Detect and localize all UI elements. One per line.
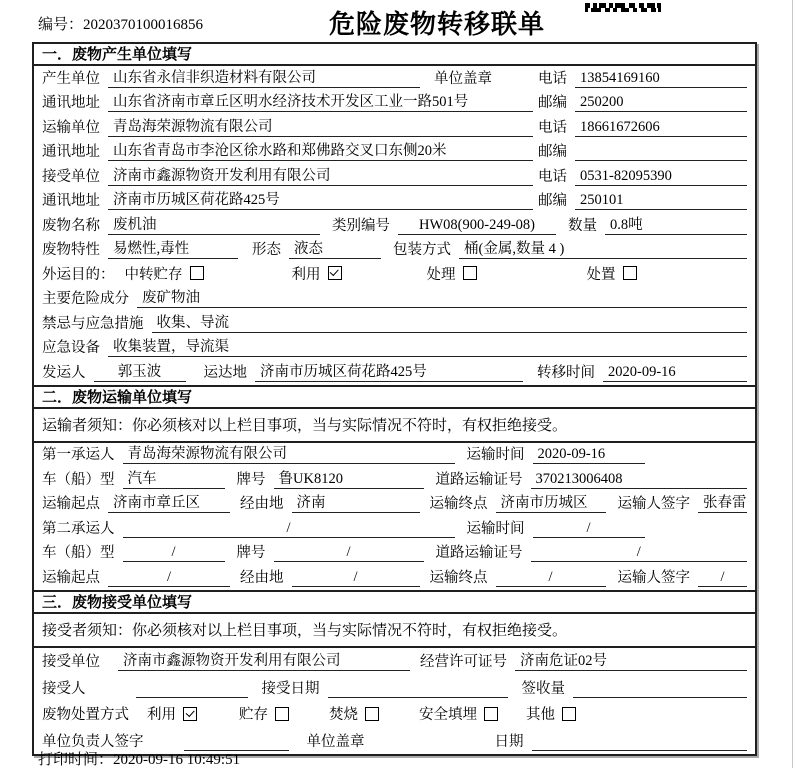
hazard-component-value: 废矿物油	[137, 286, 747, 308]
purpose-option-dispose	[587, 263, 637, 284]
receiver-phone-value: 0531-82095390	[575, 168, 747, 186]
waste-name-label: 废物名称	[42, 217, 100, 234]
qr-code-icon	[585, 0, 661, 10]
transporter-phone-label: 电话	[538, 119, 567, 136]
receiver-address-value: 济南市历城区荷花路425号	[108, 188, 533, 210]
receiver-notice: 接受者须知：你必须核对以上栏目事项，当与实际情况不符时，有权拒绝接受。	[34, 614, 755, 648]
route2-end-label: 运输终点	[429, 569, 488, 586]
route1-end-value: 济南市历城区	[496, 491, 606, 513]
unit-stamp3-label: 单位盖章	[306, 733, 365, 750]
dispose-label: 处置	[586, 266, 616, 283]
receiver-address-label: 通讯地址	[42, 193, 100, 209]
packing-value: 桶(金属,数量 4 )	[459, 237, 747, 259]
print-time-value: 2020-09-16 10:49:51	[113, 752, 241, 768]
waste-quantity-value: 0.8吨	[605, 213, 747, 235]
serial-label: 编号：	[38, 17, 84, 33]
permit1-label: 道路运输证号	[435, 471, 523, 488]
shipper-row	[34, 360, 755, 385]
route2-row	[34, 565, 755, 590]
producer-phone-value: 13854169160	[575, 70, 747, 88]
disposal-utilize-label: 利用	[147, 707, 176, 723]
producer-address-label: 通讯地址	[42, 95, 100, 111]
carrier2-row	[34, 516, 755, 541]
carrier1-time-value: 2020-09-16	[533, 446, 645, 464]
carrier1-label: 第一承运人	[42, 447, 115, 463]
vehicle2-label: 车（船）型	[42, 545, 115, 561]
waste-property-value: 易燃性,毒性	[108, 237, 238, 259]
route1-sign-value: 张春雷	[698, 491, 747, 513]
producer-zip-label: 邮编	[538, 95, 567, 111]
route2-sign-value: /	[698, 569, 747, 587]
vehicle1-label: 车（船）型	[42, 471, 115, 488]
emergency-equipment-label: 应急设备	[42, 340, 100, 356]
received-quantity-value	[573, 680, 747, 698]
producer-phone-label: 电话	[538, 70, 567, 87]
route2-start-value: /	[108, 569, 230, 587]
route1-via-label: 经由地	[240, 496, 284, 512]
manifest-form	[32, 42, 757, 756]
treat-label: 处理	[426, 266, 456, 283]
received-quantity-label: 签收量	[521, 680, 565, 697]
accepting-unit-row	[34, 648, 755, 675]
hazard-component-row	[34, 287, 755, 312]
carrier1-row	[34, 443, 755, 468]
disposal-utilize-checkbox	[183, 707, 197, 721]
purpose-option-treat	[427, 263, 477, 284]
waste-category-label: 类别编号	[332, 217, 390, 234]
route2-end-value: /	[496, 569, 606, 587]
producer-row	[34, 66, 755, 91]
disposal-store-label: 贮存	[239, 707, 268, 723]
purpose-option-transit-storage	[125, 263, 204, 284]
acceptor-label: 接受人	[42, 680, 86, 697]
accepting-unit-label: 接受单位	[42, 654, 100, 670]
transfer-time-label: 转移时间	[537, 364, 595, 381]
acceptor-value	[136, 680, 248, 698]
route2-via-value: /	[292, 569, 420, 587]
disposal-incinerate-checkbox	[365, 707, 379, 721]
transporter-address-value: 山东省青岛市李沧区徐水路和郑佛路交叉口东侧20米	[108, 139, 533, 161]
route1-row	[34, 492, 755, 517]
disposal-landfill-label: 安全填埋	[419, 707, 477, 723]
stamp-date-label: 日期	[494, 733, 524, 750]
carrier2-value: /	[123, 520, 455, 538]
disposal-option-store	[239, 703, 289, 724]
shipper-label: 发运人	[42, 364, 86, 381]
waste-name-value: 废机油	[108, 213, 320, 235]
responsible-signature-label: 单位负责人签字	[42, 733, 144, 750]
permit2-value: /	[531, 544, 748, 562]
plate2-value: /	[274, 544, 424, 562]
plate1-label: 牌号	[236, 471, 266, 488]
disposal-method-row	[34, 701, 755, 728]
receiver-phone-label: 电话	[538, 168, 567, 185]
stamp-date-value	[532, 733, 748, 751]
packing-label: 包装方式	[393, 242, 451, 258]
receiver-value: 济南市鑫源物资开发利用有限公司	[108, 164, 533, 186]
transporter-row	[34, 115, 755, 140]
vehicle2-row	[34, 541, 755, 566]
receiver-zip-value: 250101	[575, 192, 747, 210]
unit-stamp-label: 单位盖章	[434, 70, 492, 87]
carrier2-time-value: /	[533, 520, 645, 538]
emergency-measures-value: 收集、导流	[152, 311, 748, 333]
plate2-label: 牌号	[236, 545, 266, 561]
accept-date-label: 接受日期	[261, 680, 320, 697]
waste-property-label: 废物特性	[42, 242, 100, 258]
route1-end-label: 运输终点	[429, 496, 488, 512]
route1-sign-label: 运输人签字	[617, 496, 690, 512]
disposal-option-utilize	[147, 703, 197, 724]
transporter-value: 青岛海荣源物流有限公司	[108, 115, 533, 137]
disposal-option-other	[526, 703, 576, 724]
vehicle2-value: /	[123, 544, 225, 562]
route2-start-label: 运输起点	[42, 569, 100, 586]
disposal-other-label: 其他	[526, 707, 555, 723]
producer-zip-value: 250200	[575, 94, 747, 112]
acceptor-row	[34, 674, 755, 701]
emergency-equipment-value: 收集装置，导流渠	[108, 335, 747, 357]
page-title: 危险废物转移联单	[328, 10, 545, 39]
accept-date-value	[328, 680, 508, 698]
hazard-component-label: 主要危险成分	[42, 291, 129, 307]
route2-via-label: 经由地	[240, 569, 284, 586]
transporter-address-label: 通讯地址	[42, 144, 100, 160]
carrier1-value: 青岛海荣源物流有限公司	[123, 442, 455, 464]
permit2-label: 道路运输证号	[435, 545, 523, 561]
transit-storage-checkbox	[190, 266, 204, 280]
producer-address-row	[34, 91, 755, 116]
disposal-method-label: 废物处置方式	[42, 707, 129, 723]
accepting-unit-value: 济南市鑫源物资开发利用有限公司	[118, 649, 410, 671]
vehicle1-value: 汽车	[123, 467, 225, 489]
route2-sign-label: 运输人签字	[617, 569, 690, 586]
transporter-zip-label: 邮编	[538, 144, 567, 160]
route1-start-label: 运输起点	[42, 496, 100, 512]
transporter-label: 运输单位	[42, 119, 100, 136]
receiver-row	[34, 164, 755, 189]
disposal-landfill-checkbox	[484, 707, 498, 721]
print-time-label: 打印时间：	[38, 752, 114, 768]
plate1-value: 鲁UK8120	[274, 467, 424, 489]
disposal-incinerate-label: 焚烧	[329, 707, 358, 723]
utilize-label: 利用	[291, 266, 321, 283]
dispose-checkbox	[623, 266, 637, 280]
emergency-equipment-row	[34, 336, 755, 361]
section3-header: 三．废物接受单位填写	[34, 590, 755, 614]
utilize-checkbox	[328, 266, 342, 280]
disposal-option-incinerate	[329, 703, 379, 724]
permit1-value: 370213006408	[531, 471, 748, 489]
shipper-value: 郭玉波	[94, 360, 186, 382]
route1-start-value: 济南市章丘区	[108, 491, 230, 513]
receiver-label: 接受单位	[42, 168, 100, 185]
section1-header: 一．废物产生单位填写	[34, 44, 755, 66]
producer-address-value: 山东省济南市章丘区明水经济技术开发区工业一路501号	[108, 90, 533, 112]
waste-property-row	[34, 238, 755, 263]
disposal-other-checkbox	[562, 707, 576, 721]
destination-label: 运达地	[203, 364, 247, 381]
producer-label: 产生单位	[42, 70, 100, 87]
carrier2-time-label: 运输时间	[466, 520, 525, 537]
transfer-purpose-row	[34, 262, 755, 287]
section2-header: 二．废物运输单位填写	[34, 385, 755, 409]
waste-form-value: 液态	[289, 237, 381, 259]
disposal-store-checkbox	[275, 707, 289, 721]
license-value: 济南危证02号	[515, 649, 747, 671]
page-edge-line	[792, 0, 793, 768]
license-label: 经营许可证号	[420, 654, 507, 670]
waste-form-label: 形态	[252, 242, 281, 258]
transporter-phone-value: 18661672606	[575, 119, 747, 137]
carrier2-label: 第二承运人	[42, 520, 115, 537]
serial-value: 2020370100016856	[83, 17, 204, 33]
carrier1-time-label: 运输时间	[466, 447, 525, 463]
transit-storage-label: 中转贮存	[124, 266, 183, 283]
transporter-notice: 运输者须知：你必须核对以上栏目事项，当与实际情况不符时，有权拒绝接受。	[34, 409, 755, 443]
waste-name-row	[34, 213, 755, 238]
treat-checkbox	[463, 266, 477, 280]
receiver-address-row	[34, 189, 755, 214]
waste-category-value: HW08(900-249-08)	[398, 217, 556, 235]
transfer-time-value: 2020-09-16	[603, 364, 747, 382]
producer-value: 山东省永信非织造材料有限公司	[108, 66, 420, 88]
transfer-purpose-label: 外运目的：	[42, 266, 115, 283]
purpose-option-utilize	[292, 263, 342, 284]
disposal-option-landfill	[419, 703, 498, 724]
vehicle1-row	[34, 467, 755, 492]
transporter-address-row	[34, 140, 755, 165]
transporter-zip-value	[575, 143, 747, 161]
route1-via-value: 济南	[292, 491, 420, 513]
waste-quantity-label: 数量	[568, 217, 597, 234]
destination-value: 济南市历城区荷花路425号	[255, 360, 523, 382]
print-time	[38, 748, 240, 768]
emergency-measures-label: 禁忌与应急措施	[42, 315, 144, 332]
receiver-zip-label: 邮编	[538, 193, 567, 209]
emergency-measures-row	[34, 311, 755, 336]
